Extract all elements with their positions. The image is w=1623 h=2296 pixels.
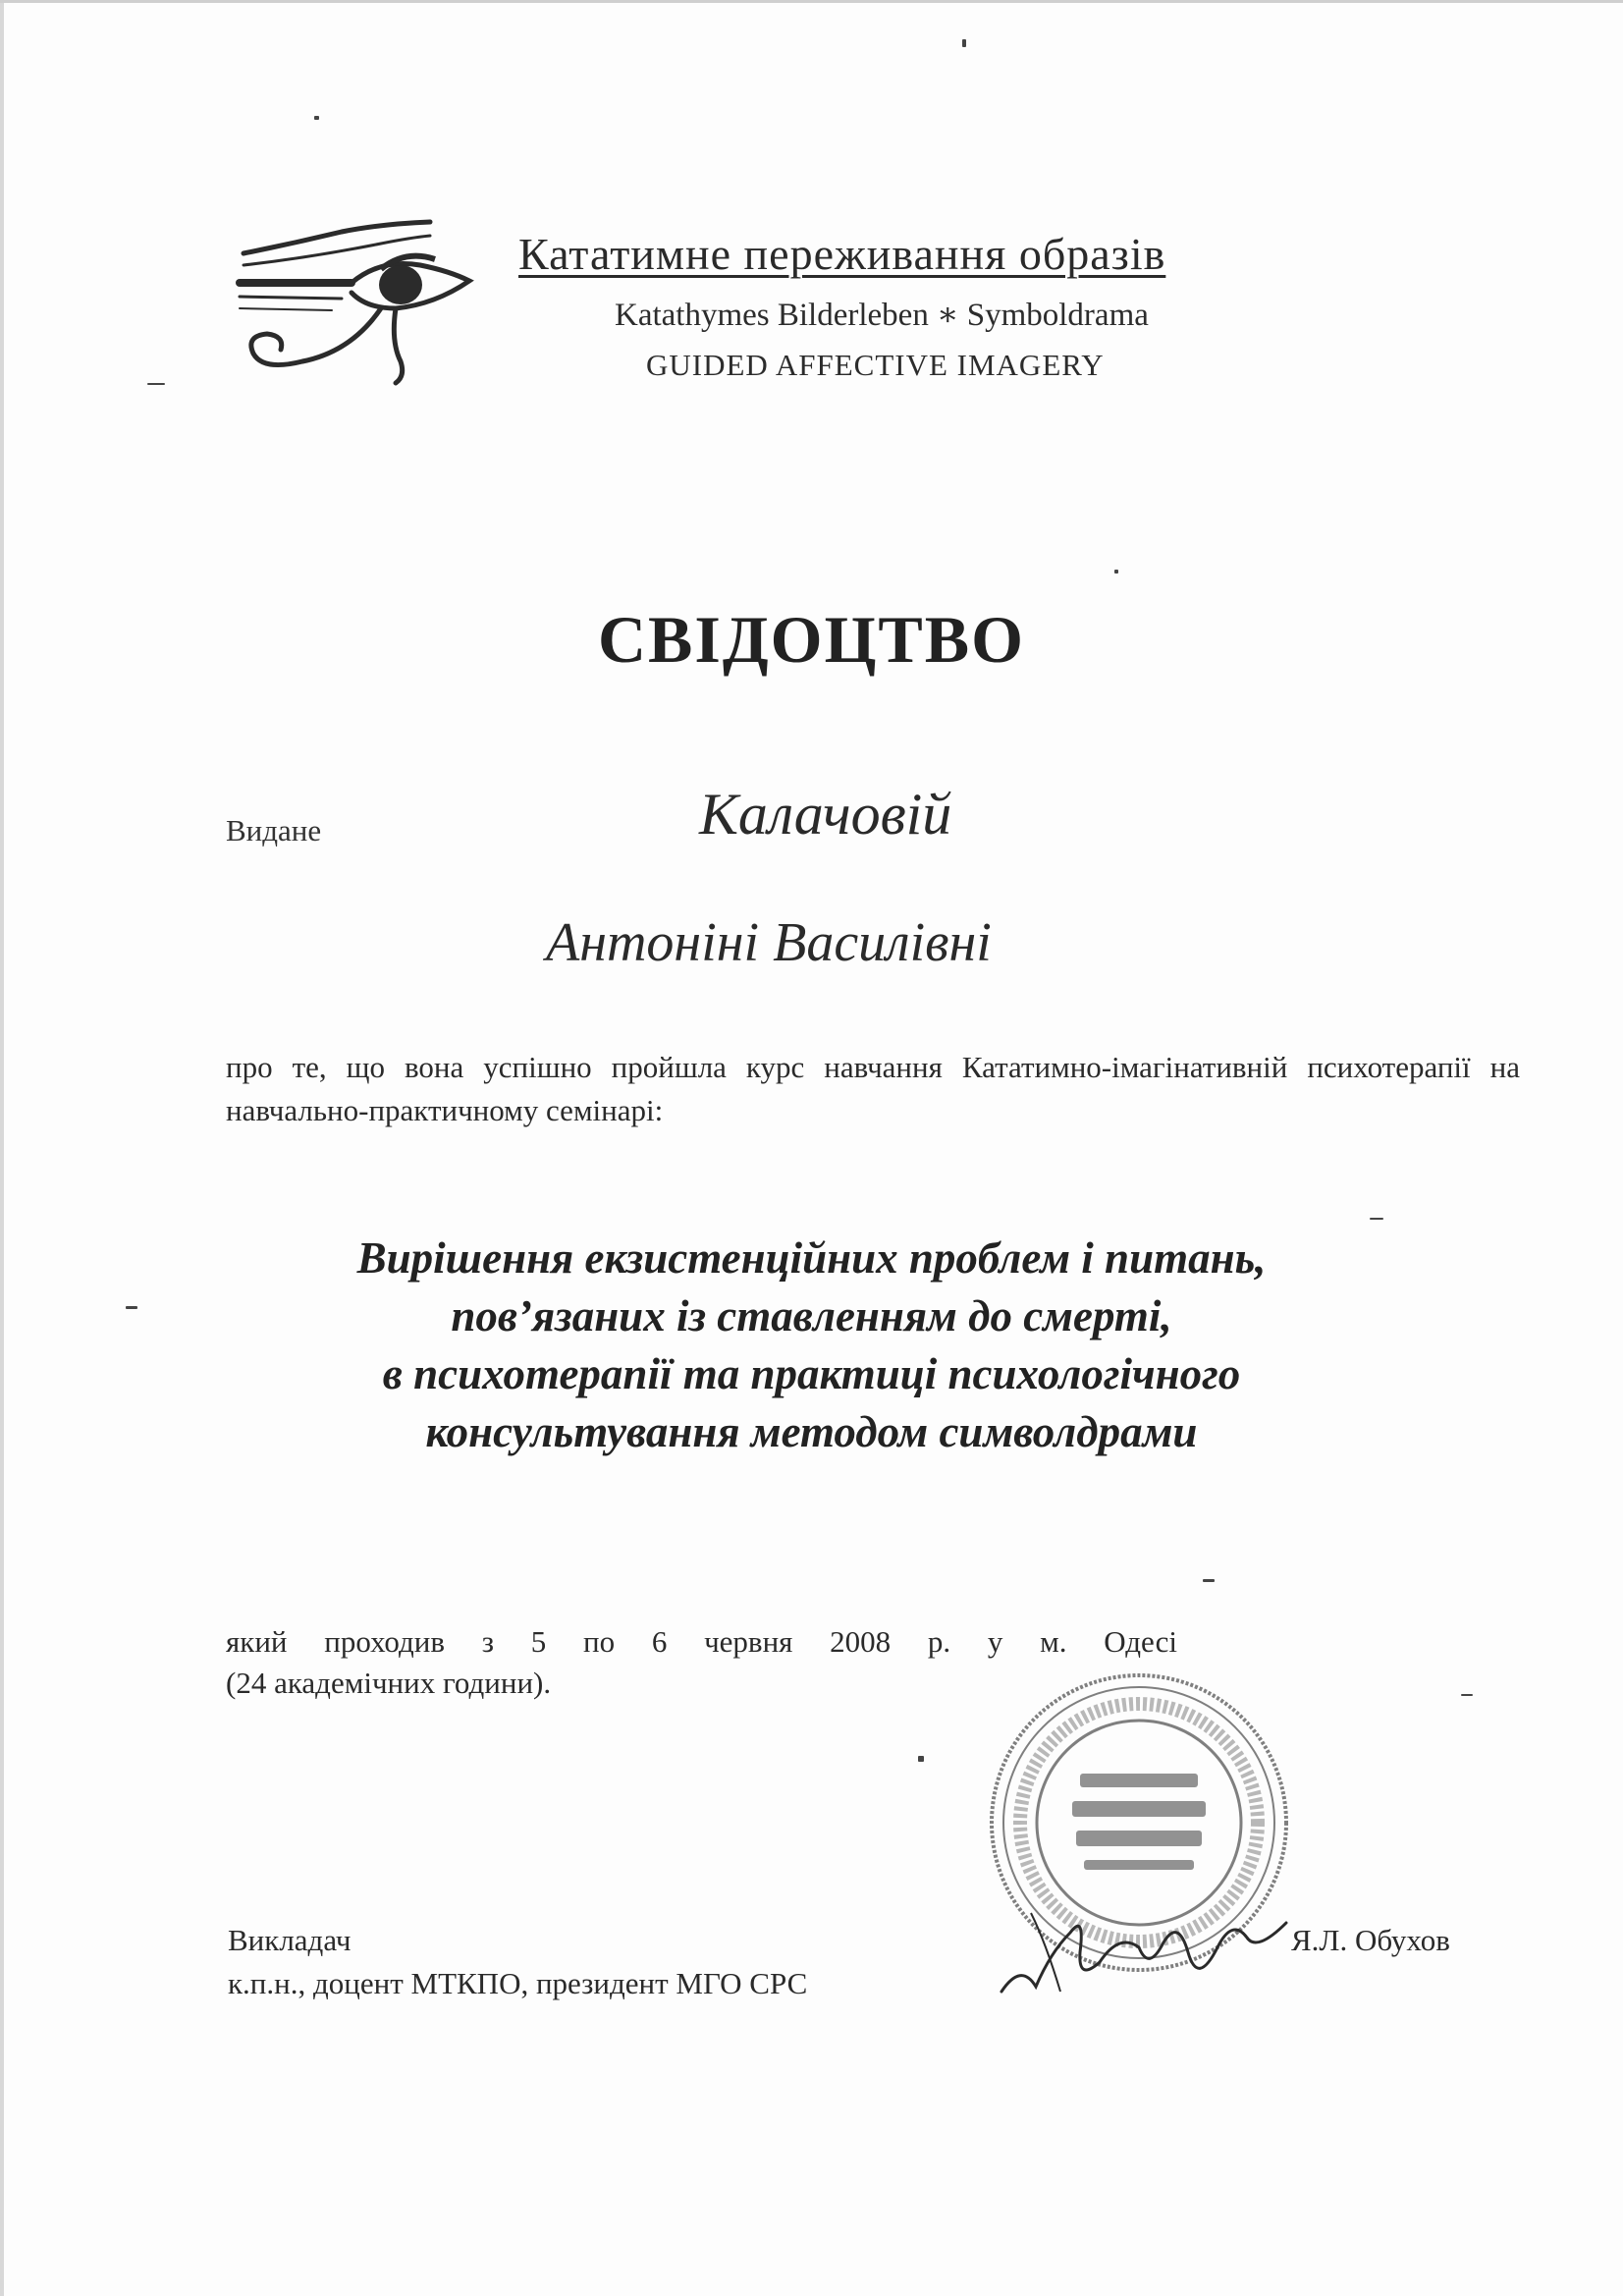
header-subtitle-en: GUIDED AFFECTIVE IMAGERY [646,348,1105,382]
handwritten-signature [992,1893,1296,2011]
scan-speck [126,1306,137,1309]
scan-speck [1114,570,1118,574]
header-subtitle-de: Katathymes Bilderleben ∗ Symboldrama [615,298,1149,333]
signer-role: Викладач [228,1923,352,1957]
eye-of-horus-icon [234,214,489,391]
signer-name: Я.Л. Обухов [1291,1923,1450,1957]
seminar-line: пов’язаних із ставленням до смерті, [451,1291,1172,1340]
header-title: Кататимне переживання образів [518,229,1166,279]
intro-text: про те, що вона успішно пройшла курс навчання Кататимно-імагінативній психотерапії на навчально-практичному семінарі: [226,1050,1520,1127]
scan-speck [1461,1694,1473,1696]
recipient-given-names: Антоніні Василівні [546,912,992,973]
scan-speck [1203,1579,1215,1582]
scan-speck [918,1756,924,1762]
scan-speck [962,39,966,47]
seminar-line: Вирішення екзистенційних проблем і питань, [356,1233,1267,1283]
signer-credentials: к.п.н., доцент МТКПО, президент МГО СРС [228,1966,808,2000]
scan-edge [0,0,4,2296]
seminar-title [0,1230,1623,1461]
document-title: СВІДОЦТВО [597,602,1026,677]
scan-speck [147,383,165,385]
scan-speck [314,116,319,120]
event-hours: (24 академічних години). [226,1666,552,1700]
event-dates: який проходив з 5 по 6 червня 2008 р. у м. Одесі [226,1624,1177,1659]
recipient-surname: Калачовій [699,782,952,847]
seminar-line: в психотерапії та практиці психологічного [382,1349,1241,1398]
issued-label: Видане [226,813,322,847]
scan-edge-top [0,0,1623,3]
seminar-line: консультування методом символдрами [425,1407,1198,1456]
scan-speck [1370,1218,1383,1220]
